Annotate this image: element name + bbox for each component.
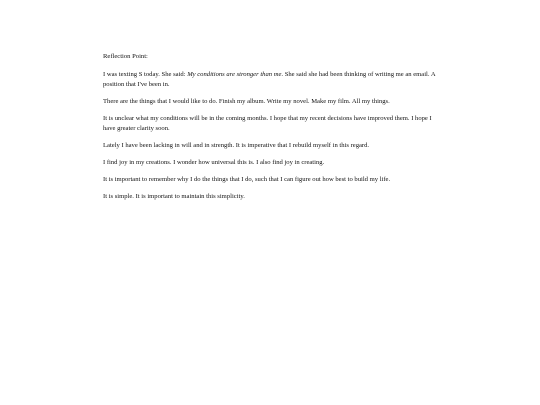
quoted-text: My conditions are stronger than me — [187, 71, 282, 78]
paragraph-remember: It is important to remember why I do the things that I do, such that I can figure out how best to build my life. — [103, 176, 391, 183]
paragraph-conditions: It is unclear what my conditions will be in the coming months. I hope that my recent decisions have improved them. I hope I have greater clarity soon. — [103, 115, 432, 132]
paragraph-joy: I find joy in my creations. I wonder how universal this is. I also find joy in creating. — [103, 159, 325, 166]
document-heading: Reflection Point: — [103, 53, 148, 60]
paragraph-texting — [103, 70, 441, 90]
paragraph-texting-intro: I was texting S today. She said: — [103, 71, 188, 78]
paragraph-texting-rest: . She said she had been thinking of writing me an email. A position that I've been in. — [103, 71, 436, 88]
paragraph-things: There are the things that I would like to do. Finish my album. Write my novel. Make my film. All my things. — [103, 98, 390, 105]
paragraph-simplicity: It is simple. It is important to maintain this simplicity. — [103, 193, 245, 200]
paragraph-strength: Lately I have been lacking in will and in strength. It is imperative that I rebuild myself in this regard. — [103, 142, 370, 149]
document-body — [103, 52, 441, 209]
